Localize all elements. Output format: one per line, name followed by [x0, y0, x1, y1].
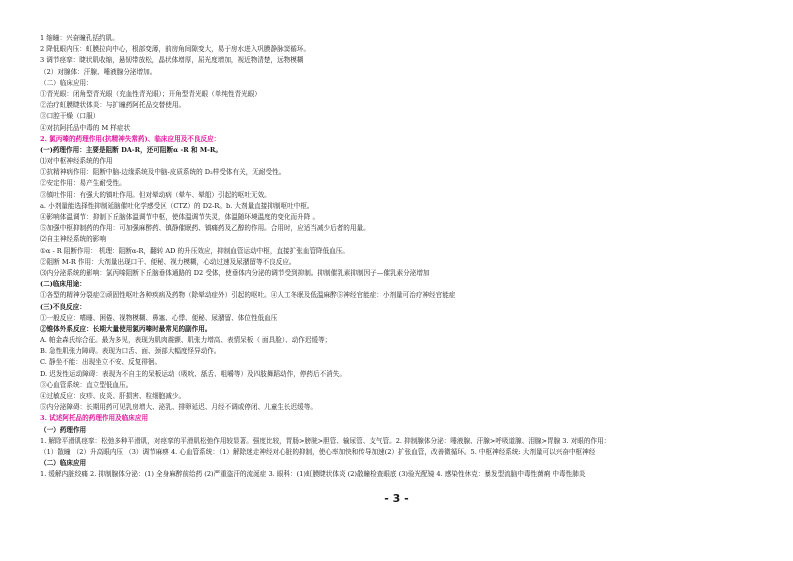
text-line: ③心血管系统：直立型低血压。 — [40, 380, 133, 389]
text-line: ②安定作用：易产生耐受性。 — [40, 179, 126, 188]
text-line: 1. 缓解内脏绞痛 2. 抑制腺体分泌：(1) 全身麻醉前给药 (2)严重盗汗的流涎症 3. 眼科：(1)虹膜睫状体炎 (2)散瞳检查眼底 (3)验光配镜 4. 感染性休克：暴发型流脑中毒性菌痢 中毒性肺炎 — [40, 470, 586, 479]
text-line: ①一般反应：嗜睡、困倦、视物模糊、鼻塞、心悸、便秘、尿潴留、体位性低血压 — [40, 313, 278, 322]
text-line: ②阻断 M-R 作用：大剂量出现口干、便秘、视力模糊，心动过速及尿潴留等不良反应。 — [40, 257, 296, 266]
text-line: ⑴对中枢神经系统的作用 — [40, 157, 113, 166]
text-line: （一）药理作用 — [40, 425, 87, 434]
text-line: （2）对腺体：汗腺、唾液腺分泌增加。 — [40, 67, 157, 76]
text-line: 2 降低眼内压：虹膜拉向中心，根部变薄，前房角间隙变大，易于房水进入巩膜静脉窦循环。 — [40, 45, 311, 54]
text-line: ⑤加强中枢抑制药的作用：可加强麻醉药、镇静催眠药、镇痛药及乙醇的作用。合用时，应适当减少后者的用量。 — [40, 224, 370, 233]
text-line: ⑶内分泌系统的影响：氯丙嗪阻断下丘脑垂体通路的 D2 受体，使垂体内分泌的调节受到抑制。抑制催乳素抑制因子—催乳素分泌增加 — [40, 268, 430, 277]
text-line: 3 调节痉挛：睫状肌收缩，悬韧带放松，晶状体增厚，屈光度增加，视近物清楚，远物模糊 — [40, 56, 304, 65]
document-body — [40, 33, 765, 481]
text-line: ①各型的精神分裂症②顽固性呕吐各种疾病及药物（除晕动症外）引起的呕吐。④人工冬眠及低温麻醉⑤神经官能症：小剂量可治疗神经官能症 — [40, 291, 456, 300]
text-line: 1 缩瞳：兴奋瞳孔括约肌。 — [40, 34, 119, 42]
text-line: ④过敏反应：皮疹、皮炎、肝损害、粒细胞减少。 — [40, 392, 186, 400]
text-line: (一)药理作用：主要是阻断 DA-R，还可阻断α -R 和 M-R。 — [40, 145, 222, 154]
page-number: - 3 - — [384, 492, 409, 505]
text-line: ④对抗阿托品中毒的 M 样症状 — [40, 123, 131, 132]
text-line: 2. 氯丙嗪的药理作用(抗精神失常药)、临床应用及不良反应： — [40, 134, 221, 143]
text-line: ③口腔干燥（口服） — [40, 112, 100, 121]
text-line: a. 小剂量能选择性抑制延脑催吐化学感受区（CTZ）的 D2-R。b. 大剂量直接抑制呕吐中枢。 — [40, 201, 314, 210]
text-line: C. 静坐不能：出现坐立不安、反复徘徊。 — [40, 358, 162, 367]
text-line: ①抗精神病作用：阻断中脑-边缘系统及中脑-皮质系统的 D₂样受体有关，无耐受性。 — [40, 168, 286, 177]
text-line: （二）临床应用 — [40, 459, 87, 468]
text-line: (三)不良反应： — [40, 302, 86, 311]
text-line: 3. 试述阿托品的药理作用及临床应用 — [40, 414, 149, 423]
text-line: ④影响体温调节：抑制下丘脑体温调节中枢，使体温调节失灵，体温随环境温度的变化而升降 。 — [40, 213, 320, 221]
text-line: ②锥体外系反应：长期大量使用氯丙嗪时最常见的副作用。 — [40, 324, 212, 333]
text-line: D. 迟发性运动障碍：表现为不自主的呆板运动（吸吮、舐舌、咀嚼等）及四肢舞蹈动作，停药后不消失。 — [40, 369, 346, 378]
text-line: B. 急性肌张力障碍。表现为口舌、面、颈部大幅度怪异动作。 — [40, 347, 221, 356]
text-line: (二)临床用途： — [40, 280, 86, 289]
text-line: （1）散瞳 （2）升高眼内压 （3）调节麻痹 4. 心血管系统：（1）解除迷走神经对心脏的抑制，使心率加快和传导加速(2）扩张血管，改善微循环。5. 中枢神经系统: 大剂量可以兴奋中枢神经 — [40, 447, 596, 456]
text-line: A. 帕金森氏综合征。最为多见，表现为肌肉震颤、肌张力增高、表情呆板（ 面具脸）、动作迟缓等； — [40, 336, 332, 345]
text-line: ①青光眼：闭角型青光眼（充血性青光眼）；开角型青光眼（单纯性青光眼） — [40, 89, 261, 98]
text-line: （二）临床应用： — [40, 78, 93, 87]
text-line: ①α - R 阻断作用： 机理：阻断α-R，翻转 AD 的升压效应，抑制血管运动中枢，直接扩张血管降低血压。 — [40, 246, 349, 255]
text-line: ⑵自主神经系统的影响 — [40, 235, 106, 244]
text-line: 1. 解除平滑肌痉挛：松弛多种平滑肌，对痉挛的平滑肌松弛作用较显著。强度比较，胃肠>膀胱>胆管、输尿管、支气管。2. 抑制腺体分泌：唾液腺、汗腺>呼吸道腺、泪腺>胃腺 3. 对眼的作用： — [40, 436, 611, 445]
text-line: ③镇吐作用：有强大的镇吐作用。但对晕动病（晕车、晕船）引起的呕吐无效。 — [40, 190, 271, 199]
text-line: ⑤内分泌障碍：长期用药可见乳房增大、泌乳、排卵延迟、月经不调或停闭、儿童生长迟缓等。 — [40, 403, 317, 412]
text-line: ②治疗虹膜睫状体炎：与扩瞳药阿托品交替使用。 — [40, 101, 186, 110]
